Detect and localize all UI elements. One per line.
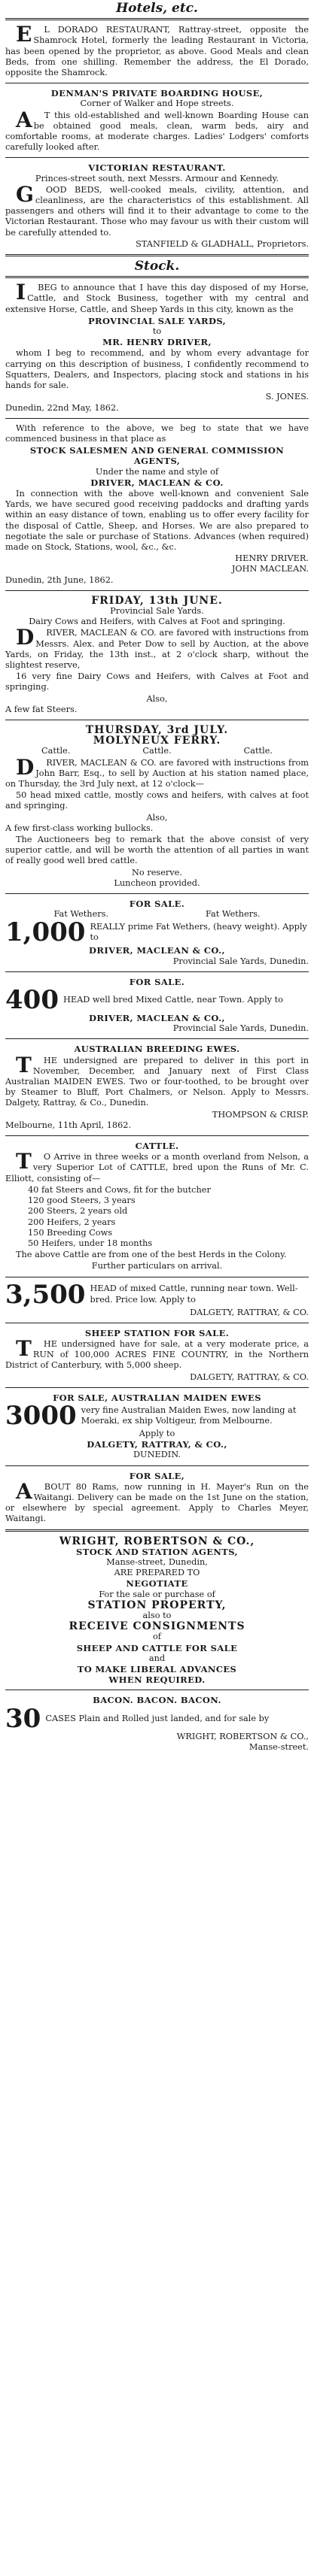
newspaper-page (0, 3, 314, 2576)
victorian-title: VICTORIAN RESTAURANT. (88, 162, 226, 174)
ewes-body: THE undersigned are prepared to deliver in this port in November, December, and January next of First Class Australian MAIDEN EWES. Two or four-toothed, to be brought over by Steamer to Bluff, Port Chalmers, or Nelson. Apply to Messrs. Dalgety, Rattray, & Co., Dunedin. (5, 1052, 309, 1108)
divider (5, 276, 309, 278)
maiden-ewes-hero (5, 1400, 309, 1431)
mixed-cattle-hero (5, 985, 309, 1016)
june13-body: DRIVER, MACLEAN & CO. are favored with instructions from Messrs. Alex. and Peter Dow to sell by Auction, at the above Yards, on Friday, the 13th inst., at 2 o'clock sharp, without the slightest reserve, (5, 625, 309, 670)
july3-lot: 50 head mixed cattle, mostly cows and heifers, with calves at foot and springing. (5, 790, 309, 811)
july3-kinds (5, 746, 309, 756)
wright-ad (5, 1536, 309, 1686)
kind-label: Fat Wethers. (53, 909, 109, 920)
maiden-ewes-place: DUNEDIN. (133, 1450, 181, 1460)
waitangi-body: ABOUT 80 Rams, now running in H. Mayer's Run on the Waitangi. Delivery can be made on the 1st June on the station, or elsewhere by special agreement. Apply to Charles Meyer, Waitangi. (5, 1478, 309, 1524)
denman-address: Corner of Walker and Hope streets. (80, 98, 234, 109)
victorian-body: GOOD BEDS, well-cooked meals, civility, attention, and cleanliness, are the characteristics of this establishment. All passengers and others will find it to their advantage to come to the Victorian Restaurant. Those who may favour us with their custom will be carefully attended to. (5, 181, 309, 238)
divider (5, 418, 309, 419)
divider (5, 1387, 309, 1388)
fat-wethers-ad (5, 899, 309, 967)
eldorado-ad (5, 22, 309, 78)
denman-title: DENMAN'S PRIVATE BOARDING HOUSE, (50, 88, 264, 99)
mixed-cattle-place: Provincial Sale Yards, Dunedin. (172, 1023, 309, 1034)
maiden-ewes-heading: FOR SALE, AUSTRALIAN MAIDEN EWES (53, 1392, 261, 1403)
fat-wethers-firm: DRIVER, MACLEAN & CO., (89, 945, 225, 956)
denman-body: AT this old-established and well-known Boarding House can be obtained good meals, clean, warm beds, airy and comfortable rooms, at moderate charges. Ladies' Lodgers' comforts carefully looked after. (5, 107, 309, 153)
june13-items: Dairy Cows and Heifers, with Calves at Foot and springing. (29, 617, 285, 627)
wright-line: NEGOTIATE (126, 1578, 188, 1590)
wright-subtitle: STOCK AND STATION AGENTS, (76, 1546, 238, 1557)
jones-date: Dunedin, 22nd May, 1862. (5, 402, 119, 413)
divider (5, 1135, 309, 1136)
jones-signature: S. JONES. (265, 392, 309, 402)
bacon-heading: BACON. BACON. BACON. (93, 1695, 221, 1706)
driver-sig2: JOHN MACLEAN. (231, 564, 309, 574)
divider (5, 1038, 309, 1039)
wright-line: SHEEP AND CATTLE FOR SALE (76, 1642, 238, 1653)
mixed-cattle-num: 400 (5, 985, 59, 1016)
denman-ad (5, 88, 309, 153)
dalgety-cattle-num: 3,500 (5, 1279, 86, 1310)
july3-extra: A few first-class working bullocks. (5, 823, 154, 833)
driver-sig1: HENRY DRIVER. (235, 553, 309, 564)
eldorado-body: EL DORADO RESTAURANT, Rattray-street, opposite the Shamrock Hotel, formerly the leading Restaurant in Victoria, has been opened by the proprietor, as above. Good Meals and clean Beds, from one shilling. Remember the address, the El Dorado, opposite the Shamrock. (5, 22, 309, 78)
dalgety-cattle-firm: DALGETY, RATTRAY, & CO. (190, 1307, 309, 1317)
june13-place: Provincial Sale Yards. (110, 605, 204, 616)
fat-wethers-num: 1,000 (5, 917, 86, 948)
july3-ad (5, 725, 309, 889)
jones-yards: PROVINCIAL SALE YARDS, (87, 315, 227, 326)
divider (5, 893, 309, 894)
july3-date: THURSDAY, 3rd JULY. (85, 723, 229, 736)
hotels-heading: Hotels, etc. (116, 1, 198, 16)
june13-ad (5, 596, 309, 715)
maiden-ewes-firm: DALGETY, RATTRAY, & CO., (87, 1439, 227, 1450)
list-item: 40 fat Steers and Cows, fit for the butcher (28, 1184, 211, 1195)
kind-label: Fat Wethers. (205, 909, 261, 920)
divider (5, 590, 309, 591)
jones-buyer: MR. HENRY DRIVER, (102, 337, 212, 348)
june13-also: Also, (146, 693, 168, 704)
divider (5, 157, 309, 158)
victorian-address: Princes-street south, next Messrs. Armour and Kennedy. (35, 173, 279, 183)
fat-wethers-heading: FOR SALE. (129, 899, 185, 910)
wright-line: RECEIVE CONSIGNMENTS (69, 1620, 245, 1633)
wright-line: ARE PREPARED TO (114, 1568, 200, 1578)
june13-extra: A few fat Steers. (5, 704, 78, 714)
fat-wethers-hero (5, 917, 309, 948)
driver-title: STOCK SALESMEN AND GENERAL COMMISSION AGENTS, (29, 445, 285, 467)
victorian-ad (5, 162, 309, 250)
ewes-heading: AUSTRALIAN BREEDING EWES. (74, 1044, 240, 1055)
mixed-cattle-firm: DRIVER, MACLEAN & CO., (89, 1013, 225, 1024)
maiden-ewes-apply: Apply to (139, 1428, 175, 1438)
divider (5, 254, 309, 256)
driver-date: Dunedin, 2th June, 1862. (5, 574, 114, 585)
cattle-list (5, 1185, 309, 1249)
divider (5, 971, 309, 972)
mixed-cattle-body: HEAD well bred Mixed Cattle, near Town. Apply to (62, 994, 284, 1005)
wright-line: TO MAKE LIBERAL ADVANCES (77, 1664, 237, 1674)
dalgety-cattle-ad (5, 1279, 309, 1318)
driver-firm-ad (5, 423, 309, 586)
wright-line: of (153, 1632, 161, 1642)
wright-line: WHEN REQUIRED. (108, 1674, 206, 1686)
kind-label: Cattle. (41, 746, 71, 756)
wright-line: also to (142, 1610, 172, 1620)
driver-body: In connection with the above well-known and convenient Sale Yards, we have secured good receiving paddocks and drafting yards within an easy distance of town, enabling us to offer every facility for the disposal of Cattle, Sheep, and Horses. We are also prepared to negotiate the sale or purchase of Stations. Advances (when required) made on Stock, Stations, wool, &c., &c. (5, 488, 309, 552)
cattle-note: The above Cattle are from one of the best Herds in the Colony. (16, 1250, 287, 1260)
bacon-body: CASES Plain and Rolled just landed, and for sale by (45, 1713, 270, 1723)
driver-intro: With reference to the above, we beg to state that we have commenced business in that place as (5, 423, 309, 444)
divider (5, 18, 309, 20)
sheep-station-heading: SHEEP STATION FOR SALE. (84, 1327, 230, 1338)
list-item: 50 Heifers, under 18 months (28, 1238, 153, 1248)
ewes-signature: THOMPSON & CRISP. (212, 1109, 309, 1120)
mixed-cattle-ad (5, 977, 309, 1035)
jones-body2: whom I beg to recommend, and by whom every advantage for carrying on this description of business, I confidently recommend to Squatters, Dealers, and Inspectors, placing stock and stations in his hands for sale. (5, 348, 309, 391)
list-item: 200 Heifers, 2 years (28, 1217, 116, 1227)
sheep-station-body: THE undersigned have for sale, at a very moderate price, a RUN of 100,000 ACRES FINE COUNTRY, in the Northern District of Canterbury, with 5,000 sheep. (5, 1335, 309, 1371)
list-item: 200 Steers, 2 years old (28, 1206, 128, 1217)
waitangi-heading: FOR SALE, (129, 1470, 185, 1481)
driver-style: Under the name and style of (95, 466, 219, 477)
kind-label: Cattle. (142, 746, 172, 756)
bacon-ad (5, 1695, 309, 1753)
july3-also: Also, (146, 812, 168, 823)
sheep-station-ad (5, 1328, 309, 1383)
jones-ad (5, 280, 309, 413)
maiden-ewes-ad (5, 1393, 309, 1461)
wright-title: WRIGHT, ROBERTSON & CO., (59, 1535, 255, 1547)
stock-heading: Stock. (134, 259, 180, 274)
jones-to: to (152, 326, 162, 337)
kind-label: Cattle. (243, 746, 273, 756)
cattle-body: TO Arrive in three weeks or a month overland from Nelson, a very Superior Lot of CATTLE, bred upon the Runs of Mr. C. Elliott, consisting of— (5, 1149, 309, 1183)
july3-note: The Auctioneers beg to remark that the above consist of very superior cattle, and will be worth the attention of all parties in want of really good well bred cattle. (5, 835, 309, 866)
june13-date: FRIDAY, 13th JUNE. (91, 594, 223, 607)
ewes-ad (5, 1044, 309, 1131)
july3-body: DRIVER, MACLEAN & CO. are favored with instructions from John Barr, Esq., to sell by Auction at his station named place, on Thursday, the 3rd July next, at 12 o'clock— (5, 754, 309, 789)
cattle-further: Further particulars on arrival. (91, 1261, 223, 1271)
waitangi-ad (5, 1471, 309, 1525)
wright-line: STATION PROPERTY, (87, 1599, 227, 1611)
list-item: 150 Breeding Cows (28, 1227, 113, 1238)
driver-firm-name: DRIVER, MACLEAN & CO. (90, 477, 224, 488)
cattle-heading: CATTLE. (135, 1141, 179, 1152)
jones-body: IBEG to announce that I have this day disposed of my Horse, Cattle, and Stock Business, together with my central and extensive Horse, Cattle, and Sheep Yards in this city, known as the (5, 280, 309, 314)
fat-wethers-place: Provincial Sale Yards, Dunedin. (172, 956, 309, 966)
july3-place: MOLYNEUX FERRY. (93, 735, 221, 747)
june13-lot: 16 very fine Dairy Cows and Heifers, with Calves at Foot and springing. (5, 671, 309, 692)
sheep-station-firm: DALGETY, RATTRAY, & CO. (190, 1371, 309, 1382)
wright-line: and (148, 1653, 166, 1663)
july3-lunch: Luncheon provided. (114, 877, 200, 888)
maiden-ewes-body: very fine Australian Maiden Ewes, now landing at Moeraki, ex ship Voltigeur, from Melbourne. (81, 1405, 297, 1426)
divider (5, 1529, 309, 1532)
dalgety-cattle-body: HEAD of mixed Cattle, running near town. Well-bred. Price low. Apply to (90, 1283, 298, 1305)
bacon-hero (5, 1703, 309, 1734)
bacon-place: Manse-street. (248, 1741, 309, 1752)
july3-reserve: No reserve. (132, 867, 182, 877)
maiden-ewes-num: 3000 (5, 1400, 77, 1431)
divider (5, 1465, 309, 1466)
mixed-cattle-heading: FOR SALE. (129, 976, 185, 987)
bacon-firm: WRIGHT, ROBERTSON & CO., (176, 1731, 309, 1741)
fat-wethers-body: REALLY prime Fat Wethers, (heavy weight). Apply to (90, 922, 307, 943)
ewes-date: Melbourne, 11th April, 1862. (5, 1120, 132, 1130)
cattle-ad (5, 1141, 309, 1271)
wright-line: For the sale or purchase of (99, 1589, 215, 1599)
dalgety-cattle-hero (5, 1279, 309, 1310)
wright-address: Manse-street, Dunedin, (106, 1556, 208, 1567)
list-item: 120 good Steers, 3 years (28, 1196, 136, 1206)
bacon-num: 30 (5, 1703, 41, 1734)
victorian-signature: STANFIELD & GLADHALL, Proprietors. (136, 238, 309, 249)
